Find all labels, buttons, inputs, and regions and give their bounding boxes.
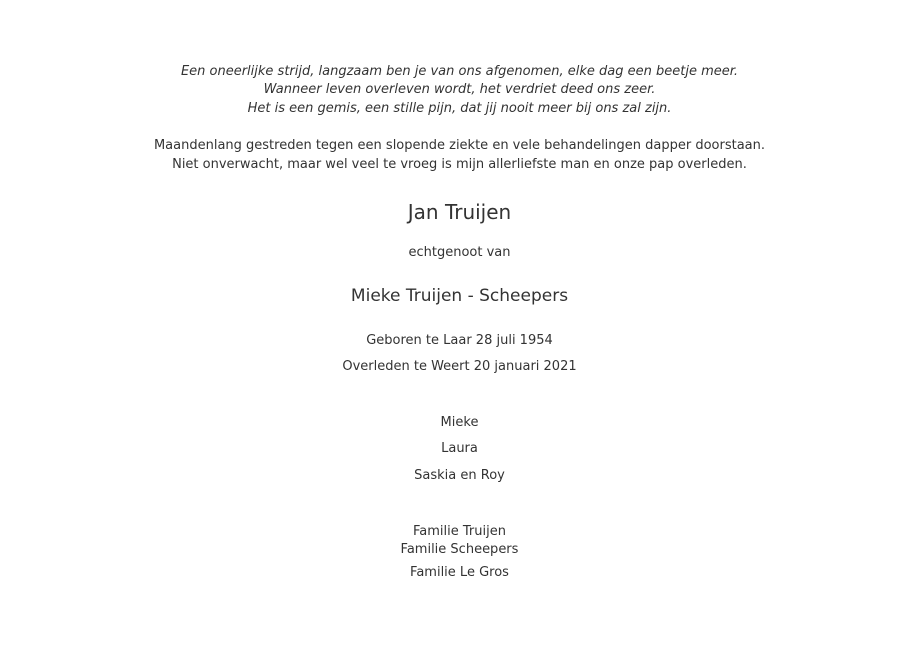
deceased-name: Jan Truijen (407, 200, 512, 224)
message-line-2: Niet onverwacht, maar wel veel te vroeg is mijn allerliefste man en onze pap overleden. (172, 157, 747, 172)
relative-family: Familie Truijen (413, 524, 506, 539)
family-member: Laura (441, 441, 478, 456)
poem-line-2: Wanneer leven overleven wordt, het verdriet deed ons zeer. (263, 82, 656, 97)
family-member: Saskia en Roy (414, 468, 505, 483)
family-member: Mieke (440, 415, 479, 430)
birth-info: Geboren te Laar 28 juli 1954 (366, 333, 553, 348)
relation-text: echtgenoot van (408, 245, 511, 260)
partner-name: Mieke Truijen - Scheepers (350, 286, 569, 306)
relative-family: Familie Le Gros (410, 565, 509, 580)
message-line-1: Maandenlang gestreden tegen een slopende ziekte en vele behandelingen dapper doorstaan. (153, 138, 766, 153)
relative-family: Familie Scheepers (400, 542, 519, 557)
poem-line-3: Het is een gemis, een stille pijn, dat jij nooit meer bij ons zal zijn. (247, 101, 672, 116)
death-info: Overleden te Weert 20 januari 2021 (342, 359, 577, 374)
poem-line-1: Een oneerlijke strijd, langzaam ben je van ons afgenomen, elke dag een beetje meer. (180, 64, 739, 79)
